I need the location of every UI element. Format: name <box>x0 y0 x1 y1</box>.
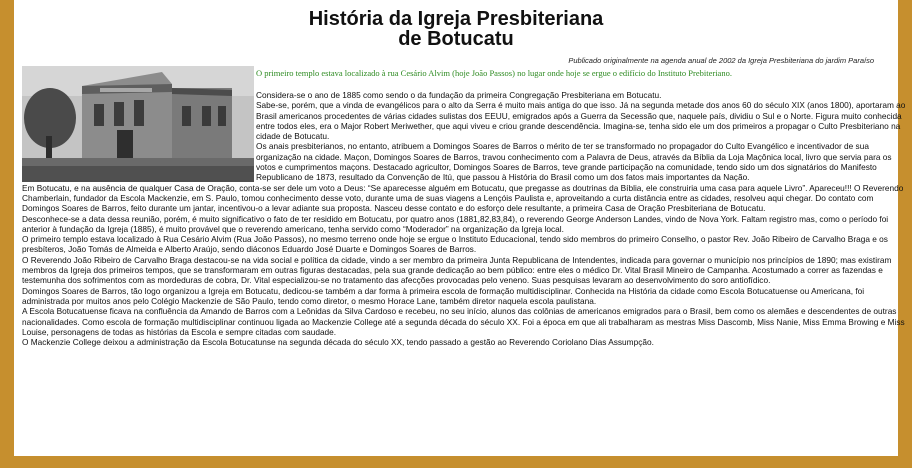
photo-caption: O primeiro templo estava localizado à rua Cesário Alvim (hoje João Passos) no lugar onde hoje se ergue o edifício do Instituto Prebiteriano. <box>256 68 732 78</box>
article-paragraph: Desconhece-se a data dessa reunião, porém, é muito significativo o fato de ter residido em Botucatu, por quatro anos (1881,82,83,84), o reverendo George Anderson Landes, vindo de Nova York. Faltam registro mas, como o período foi anterior à fundação da Igreja (1885), é muito provável que o reverendo americano, tenha servido como “Moderador” na organização da Igreja local. <box>22 213 889 234</box>
title-line-1: História da Igreja Presbiteriana <box>308 8 604 30</box>
article-paragraph: Considera-se o ano de 1885 como sendo o da fundação da primeira Congregação Presbiteriana em Botucatu. <box>256 90 662 100</box>
article-paragraph: A Escola Botucatuense ficava na confluência da Amando de Barros com a Leônidas da Silva Cardoso e recebeu, no seu início, alunos das colônias de americanos emigrados para o Brasil, bem como os alemães e descendentes de outras nacionalidades. Como escola de formação multidisciplinar continuou ligada ao Mackenzie College até a segunda década do século XX. Foi a época em que ali trabalharam as mestras Miss Dascomb, Miss Nanie, Miss Emma Browing e Miss Louise, personagens de todas as histórias da Escola e sempre citadas com saudade. <box>22 306 905 337</box>
article-paragraph: O primeiro templo estava localizado à Rua Cesário Alvim (Rua João Passos), no mesmo terreno onde hoje se ergue o Instituto Educacional, tendo sido membros do primeiro Conselho, o pastor Rev. João Ribeiro de Carvalho Braga e os presbíteros, João Tomás de Almeida e Alberto Araújo, sendo diáconos Eduardo José Duarte e Domingos Soares de Barros. <box>22 234 888 255</box>
article-paragraph: O Mackenzie College deixou a administração da Escola Botucatunse na segunda década do século XX, tendo passado a gestão ao Reverendo Coriolano Dias Assumpção. <box>22 337 654 348</box>
page-title <box>0 9 912 49</box>
article-paragraph: O Reverendo João Ribeiro de Carvalho Braga destacou-se na vida social e política da cidade, vindo a ser membro da primeira Junta Republicana de Intendentes, indicada para governar o município nos princípios de 1890; mas existiram membros da Igreja dos primeiros tempos, que se transformaram em outras figuras destacadas, pela sua grande dedicação ao bem público: entre eles o médico Dr. Vital Brasil Mineiro de Campanha. Acostumado a correr as fazendas e testemunha dos sofrimentos com as mordeduras de cobra, Dr. Vital especializou-se no tratamento das afecções provocadas pelo veneno. Suas pesquisas levaram ao desenvolvimento do soro antiofídico. <box>22 254 892 286</box>
article-paragraph: Domingos Soares de Barros, tão logo organizou a Igreja em Botucatu, dedicou-se também a dar forma à primeira escola de formação multidisciplinar. Conhecida na História da cidade como Escola Botucatuense ou Americana, foi administrada por muitos anos pelo Colégio Mackenzie de São Paulo, tendo como diretor, o mesmo Horace Lane, também diretor naquela escola paulistana. <box>22 285 865 306</box>
article-paragraph: Em Botucatu, e na ausência de qualquer Casa de Oração, conta-se ser dele um voto a Deus: “Se aparecesse alguém em Botucatu, que pregasse as doutrinas da Bíblia, ele construiria uma casa para aquele Livro”. Apareceu!!! O Reverendo Chamberlain, fundador da Escola Mackenzie, em S. Paulo, tomou conhecimento desse voto, durante uma de suas viagens a Lençóis Paulista e, aproveitando a curta distância entre as cidades, resolveu aqui chegar. Do contato com Domingos Soares de Barros, feito durante um jantar, incentivou-o a levar adiante sua proposta. Nasceu desse contato e do esforço dele resultante, a primeira Casa de Oração Presbiteriana de Botucatu. <box>22 182 904 214</box>
publication-note: Publicado originalmente na agenda anual de 2002 da Igreja Presbiteriana do jardim Paraíso <box>568 56 874 65</box>
article-body <box>22 90 906 347</box>
title-line-2: de Botucatu <box>398 28 514 50</box>
article-paragraph: Sabe-se, porém, que a vinda de evangélicos para o alto da Serra é muito mais antiga do que isso. Já na segunda metade dos anos 60 do século XIX (anos 1800), aportaram ao Brasil americanos procedentes de várias cidades sulistas dos EEUU, emigrados após a Guerra da Secessão que, naquele país, dividiu o Sul e o Norte. Figura muito conhecida entre todos eles, era o Major Robert Meriwether, que aqui viveu e criou grande descendência. Imagina-se, tenha sido ele um dos primeiros a propagar o Culto Presbiteriano na cidade de Botucatu. <box>256 100 906 142</box>
article-paragraph: Os anais presbiterianos, no entanto, atribuem a Domingos Soares de Barros o mérito de ter se transformado no propagador do Culto Evangélico e incentivador de sua organização na cidade. Maçon, Domingos Soares de Barros, travou conhecimento com a Palavra de Deus, através da Bíblia da Loja Maçônica local, livro que servia para os votos e cumprimentos maçons. Destacado agricultor, Domingos Soares de Barros, teve grande participação na comunidade, tendo sido um dos signatários do Manifesto Republicano de 1873, resultado da Convenção de Itú, que passou à História do Brasil como um dos fatos mais importantes da Nação. <box>256 141 892 183</box>
